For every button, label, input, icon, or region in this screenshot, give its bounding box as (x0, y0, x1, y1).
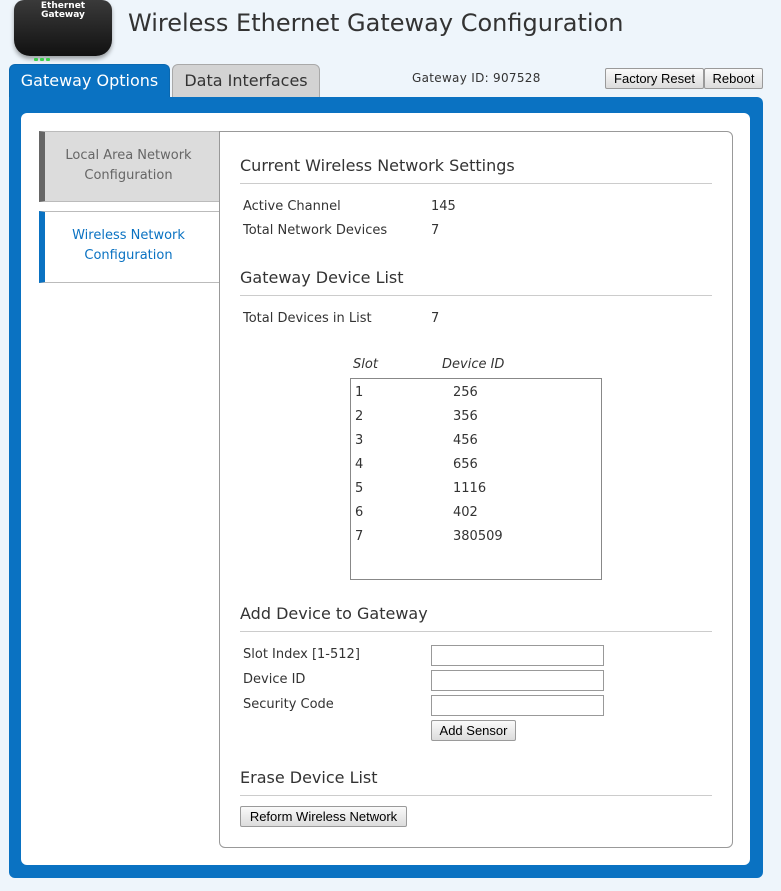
column-header-slot: Slot (353, 357, 378, 372)
total-network-devices-label: Total Network Devices (243, 223, 388, 238)
device-id-input[interactable] (431, 670, 604, 691)
gateway-id-label: Gateway ID: 907528 (412, 71, 541, 85)
wireless-settings-heading: Current Wireless Network Settings (240, 156, 712, 184)
slot-cell: 3 (355, 433, 364, 448)
list-item[interactable] (351, 403, 601, 427)
slot-index-label: Slot Index [1-512] (243, 647, 360, 662)
active-channel-value: 145 (431, 199, 456, 214)
erase-heading: Erase Device List (240, 768, 712, 796)
device-list-heading: Gateway Device List (240, 268, 712, 296)
status-leds (34, 46, 52, 65)
slot-cell: 6 (355, 505, 364, 520)
list-item[interactable] (351, 427, 601, 451)
slot-cell: 7 (355, 529, 364, 544)
slot-cell: 1 (355, 385, 364, 400)
active-channel-label: Active Channel (243, 199, 341, 214)
gateway-logo (14, 0, 112, 56)
tab-gateway-options[interactable]: Gateway Options (9, 64, 170, 100)
total-devices-value: 7 (431, 311, 440, 326)
security-code-label: Security Code (243, 697, 334, 712)
device-id-cell: 256 (453, 385, 478, 400)
list-item[interactable] (351, 475, 601, 499)
list-item[interactable] (351, 523, 601, 547)
total-devices-label: Total Devices in List (243, 311, 372, 326)
add-device-heading: Add Device to Gateway (240, 604, 712, 632)
page-title: Wireless Ethernet Gateway Configuration (128, 9, 624, 37)
list-item[interactable] (351, 499, 601, 523)
list-item[interactable] (351, 379, 601, 403)
device-id-cell: 456 (453, 433, 478, 448)
total-network-devices-value: 7 (431, 223, 440, 238)
device-list-box[interactable] (350, 378, 602, 580)
column-header-device-id: Device ID (442, 357, 505, 372)
device-id-cell: 1116 (453, 481, 487, 496)
slot-cell: 4 (355, 457, 364, 472)
reform-wireless-network-button[interactable]: Reform Wireless Network (240, 806, 407, 827)
security-code-input[interactable] (431, 695, 604, 716)
reboot-button[interactable]: Reboot (704, 68, 763, 89)
factory-reset-button[interactable]: Factory Reset (605, 68, 704, 89)
sidebar-item-wireless[interactable]: Wireless Network Configuration (39, 211, 220, 283)
logo-text: Ethernet Gateway (40, 1, 86, 20)
slot-cell: 2 (355, 409, 364, 424)
sidebar-item-lan[interactable]: Local Area Network Configuration (39, 131, 220, 202)
device-id-cell: 356 (453, 409, 478, 424)
slot-cell: 5 (355, 481, 364, 496)
device-id-cell: 402 (453, 505, 478, 520)
device-id-cell: 380509 (453, 529, 503, 544)
device-id-label: Device ID (243, 672, 306, 687)
slot-index-input[interactable] (431, 645, 604, 666)
tab-data-interfaces[interactable]: Data Interfaces (172, 64, 320, 98)
add-sensor-button[interactable]: Add Sensor (431, 720, 516, 741)
device-id-cell: 656 (453, 457, 478, 472)
list-item[interactable] (351, 451, 601, 475)
